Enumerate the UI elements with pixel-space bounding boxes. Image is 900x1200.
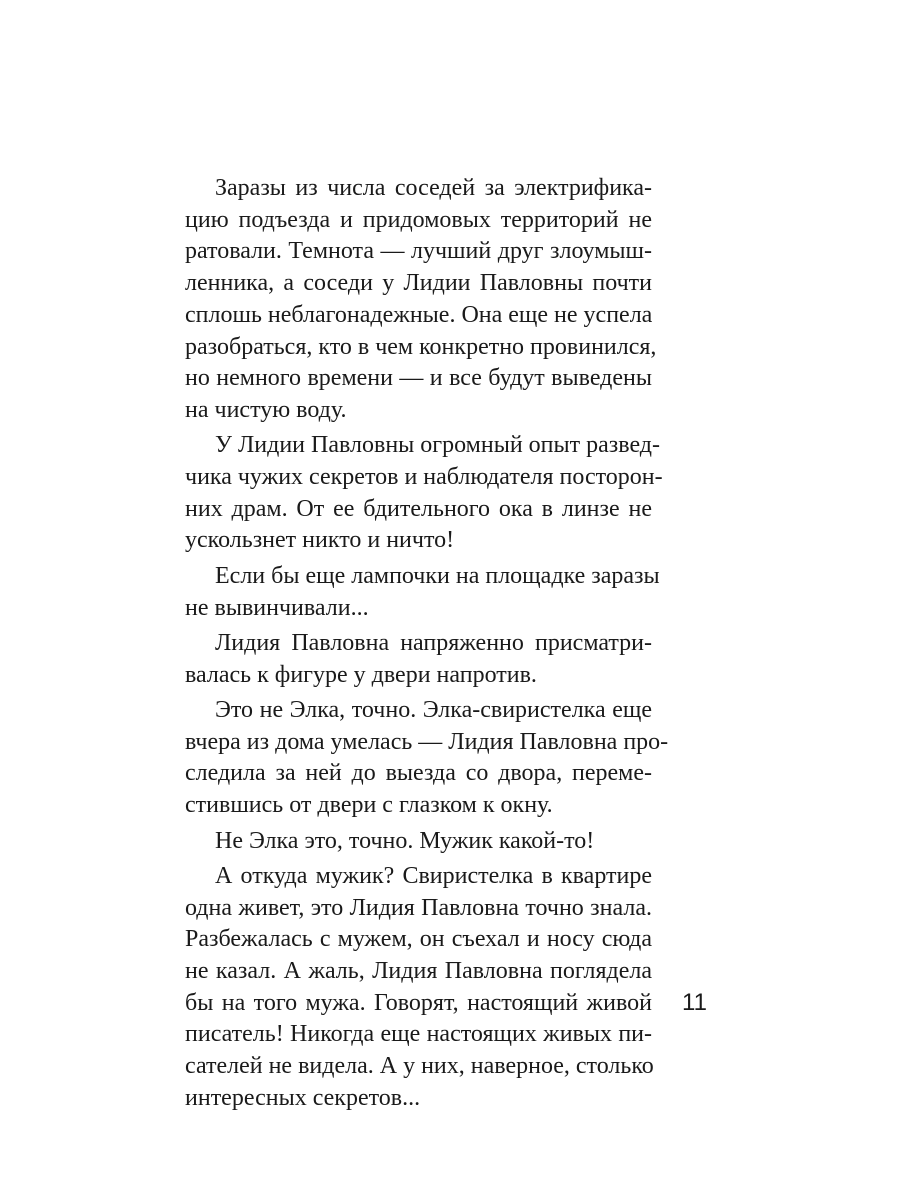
text-line: одна живет, это Лидия Павловна точно знала.: [185, 894, 652, 921]
text-line: [185, 430, 660, 462]
text-line: интересных секретов...: [185, 1084, 421, 1111]
text-line: следила за ней до выезда со двора, переме-: [185, 760, 652, 787]
text-line-content: Не Элка это, точно. Мужик какой-то!: [215, 827, 595, 854]
text-line: Разбежалась с мужем, он съехал и носу сюда: [185, 926, 652, 953]
text-line-content: Это не Элка, точно. Элка-свиристелка еще: [215, 697, 652, 723]
page-number: 11: [682, 989, 707, 1016]
text-line: но немного времени — и все будут выведены: [185, 365, 652, 392]
text-line: бы на того мужа. Говорят, настоящий живой: [185, 989, 652, 1016]
text-line: вчера из дома умелась — Лидия Павловна про-: [185, 728, 669, 755]
text-line: [185, 561, 660, 593]
text-line-content: Лидия Павловна напряженно присматри-: [215, 629, 652, 656]
paragraph: [185, 695, 669, 822]
text-line: них драм. От ее бдительного ока в линзе не: [185, 495, 652, 522]
paragraph: [185, 430, 663, 557]
text-line: [185, 826, 652, 858]
text-line: ускользнет никто и ничто!: [185, 527, 455, 554]
text-line: цию подъезда и придомовых территорий не: [185, 206, 652, 233]
paragraph: [185, 628, 652, 691]
text-line-content: У Лидии Павловны огромный опыт развед-: [215, 432, 660, 459]
text-line-content: Заразы из числа соседей за электрифика-: [215, 175, 652, 201]
text-line: сателей не видела. А у них, наверное, столько: [185, 1053, 654, 1080]
paragraph: [185, 826, 652, 858]
text-line: разобраться, кто в чем конкретно провинился,: [185, 333, 657, 360]
body-text: [185, 173, 669, 1118]
paragraph: [185, 561, 660, 624]
paragraph: [185, 173, 657, 427]
text-line: писатель! Никогда еще настоящих живых пи-: [185, 1021, 652, 1048]
text-line: валась к фигуре у двери напротив.: [185, 661, 537, 688]
text-line: стившись от двери с глазком к окну.: [185, 792, 553, 819]
text-line: чика чужих секретов и наблюдателя посторон-: [185, 464, 663, 491]
text-line: [185, 695, 652, 727]
text-line: сплошь неблагонадежные. Она еще не успела: [185, 301, 653, 328]
text-line-content: А откуда мужик? Свиристелка в квартире: [215, 862, 652, 889]
text-line: не казал. А жаль, Лидия Павловна поглядела: [185, 958, 652, 984]
text-line: ратовали. Темнота — лучший друг злоумыш-: [185, 238, 652, 265]
text-line-content: Если бы еще лампочки на площадке заразы: [215, 562, 660, 589]
paragraph: [185, 861, 652, 1115]
text-line: [185, 173, 652, 205]
text-line: не вывинчивали...: [185, 594, 369, 621]
text-line: [185, 628, 652, 660]
text-line: на чистую воду.: [185, 396, 347, 423]
text-line: [185, 861, 652, 893]
text-line: ленника, а соседи у Лидии Павловны почти: [185, 270, 652, 297]
